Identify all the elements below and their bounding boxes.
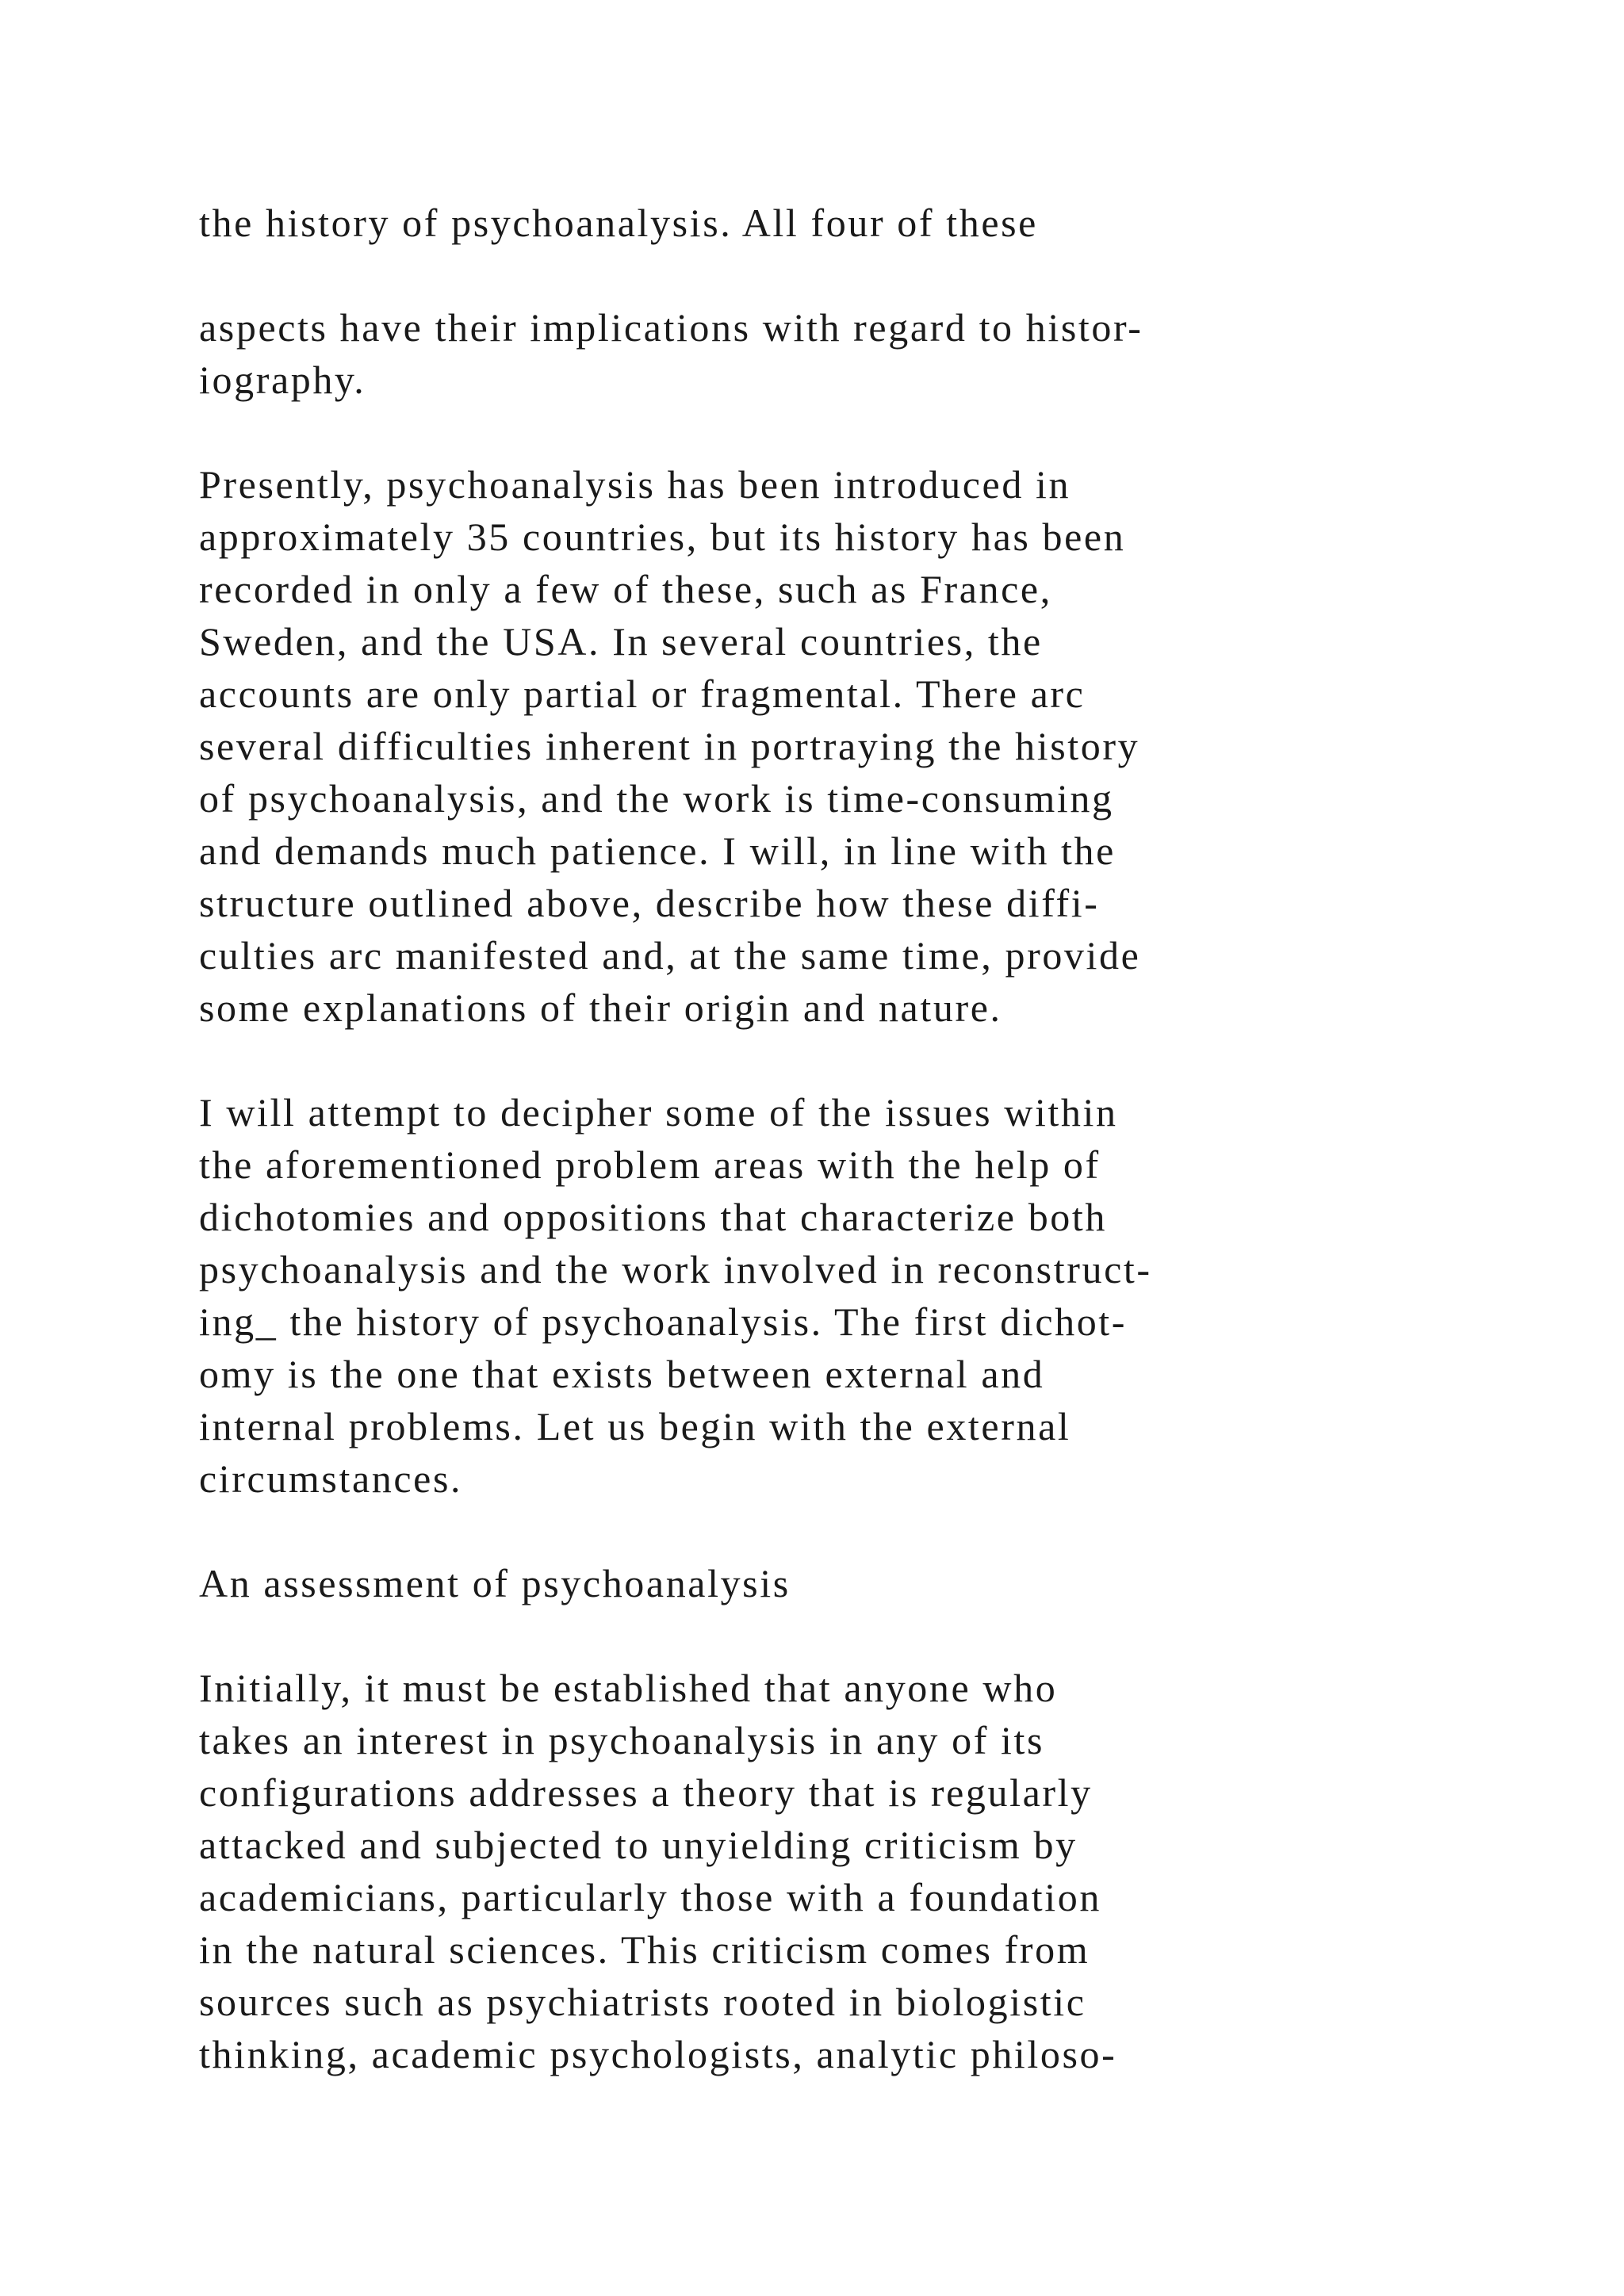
paragraph-decipher xyxy=(199,1086,1547,1505)
text-line: and demands much patience. I will, in line with the xyxy=(199,828,1116,873)
text-line: takes an interest in psychoanalysis in any of its xyxy=(199,1718,1045,1762)
section-heading xyxy=(199,1557,1547,1609)
text-line: of psychoanalysis, and the work is time-consuming xyxy=(199,776,1114,821)
text-line: aspects have their implications with regard to histor- xyxy=(199,305,1143,350)
paragraph-presently xyxy=(199,458,1547,1034)
text-line: iography. xyxy=(199,358,366,402)
paragraph-continuation xyxy=(199,197,1547,249)
text-line: Sweden, and the USA. In several countries, the xyxy=(199,619,1043,664)
text-line: approximately 35 countries, but its history has been xyxy=(199,515,1126,559)
text-line: recorded in only a few of these, such as France, xyxy=(199,567,1052,611)
text-line: several difficulties inherent in portraying the history xyxy=(199,724,1140,768)
text-line: sources such as psychiatrists rooted in biologistic xyxy=(199,1980,1086,2024)
text-line: attacked and subjected to unyielding criticism by xyxy=(199,1823,1078,1867)
text-line: academicians, particularly those with a foundation xyxy=(199,1875,1101,1919)
text-line: the history of psychoanalysis. All four of these xyxy=(199,201,1038,245)
text-line: psychoanalysis and the work involved in reconstruct- xyxy=(199,1247,1152,1292)
text-line: culties arc manifested and, at the same time, provide xyxy=(199,933,1141,978)
text-line: in the natural sciences. This criticism comes from xyxy=(199,1927,1090,1972)
text-line: Presently, psychoanalysis has been introduced in xyxy=(199,462,1071,507)
text-line: some explanations of their origin and nature. xyxy=(199,985,1002,1030)
text-line: the aforementioned problem areas with the help of xyxy=(199,1142,1101,1187)
text-line: ing_ the history of psychoanalysis. The first dichot- xyxy=(199,1299,1128,1344)
text-line: configurations addresses a theory that is regularly xyxy=(199,1770,1093,1815)
paragraph-initially xyxy=(199,1662,1547,2080)
text-line: circumstances. xyxy=(199,1456,463,1501)
text-line: structure outlined above, describe how these diffi- xyxy=(199,881,1100,925)
text-line: accounts are only partial or fragmental. There arc xyxy=(199,672,1086,716)
text-line: thinking, academic psychologists, analytic philoso- xyxy=(199,2032,1117,2076)
heading-line: An assessment of psychoanalysis xyxy=(199,1561,791,1605)
text-line: omy is the one that exists between external and xyxy=(199,1352,1045,1396)
text-line: Initially, it must be established that anyone who xyxy=(199,1666,1058,1710)
text-line: I will attempt to decipher some of the issues within xyxy=(199,1090,1118,1135)
text-line: dichotomies and oppositions that characterize both xyxy=(199,1195,1107,1239)
paragraph-aspects xyxy=(199,301,1547,406)
text-line: internal problems. Let us begin with the external xyxy=(199,1404,1071,1448)
